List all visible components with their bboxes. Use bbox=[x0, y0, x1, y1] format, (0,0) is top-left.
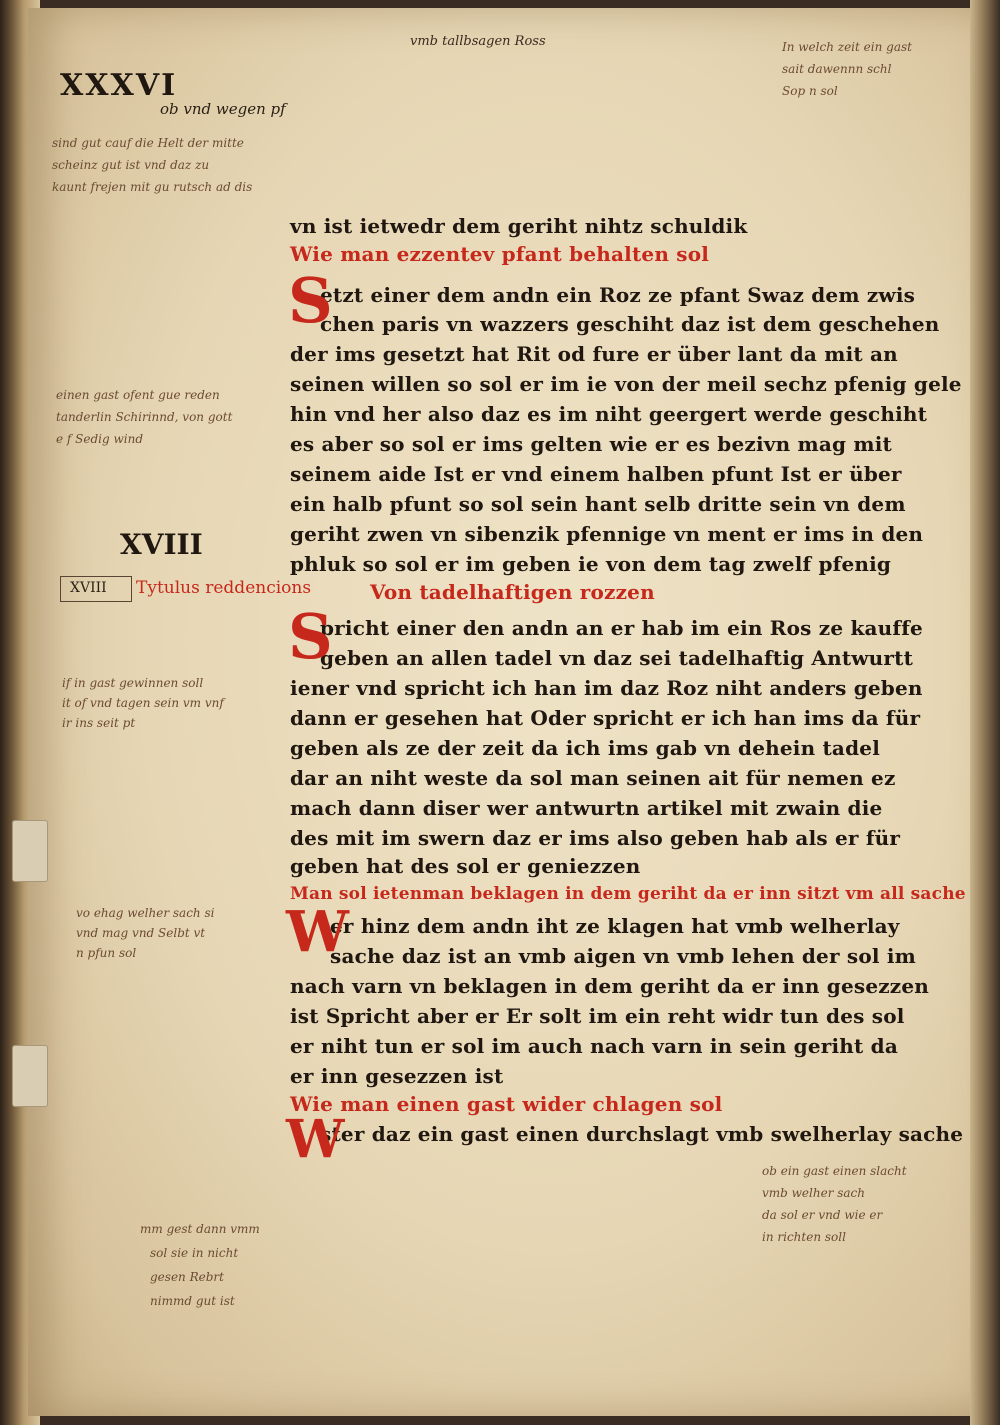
text-line: es aber so sol er ims gelten wie er es bezivn mag mit bbox=[290, 432, 892, 456]
text-line: mach dann diser wer antwurtn artikel mit zwain die bbox=[290, 796, 883, 820]
text-line: etzt einer dem andn ein Roz ze pfant Swaz dem zwis bbox=[320, 283, 916, 307]
section-number: XVIII bbox=[120, 528, 203, 561]
rubric-line: Man sol ietenman beklagen in dem geriht da er inn sitzt vm all sache bbox=[290, 884, 966, 904]
initial-s: S bbox=[288, 264, 333, 337]
margin-line: sind gut cauf die Helt der mitte bbox=[52, 136, 244, 150]
text-line: er hinz dem andn iht ze klagen hat vmb welherlay bbox=[330, 914, 900, 938]
text-line: geben als ze der zeit da ich ims gab vn dehein tadel bbox=[290, 736, 880, 760]
text-line: er inn gesezzen ist bbox=[290, 1064, 504, 1088]
initial-w: W bbox=[286, 899, 349, 965]
margin-line: da sol er vnd wie er bbox=[762, 1208, 883, 1222]
text-line: der ims gesetzt hat Rit od fure er über lant da mit an bbox=[290, 342, 898, 366]
text-line: chen paris vn wazzers geschiht daz ist dem geschehen bbox=[320, 312, 940, 336]
margin-line: vnd mag vnd Selbt vt bbox=[76, 926, 206, 940]
margin-line: mm gest dann vmm bbox=[140, 1222, 260, 1236]
margin-line: sol sie in nicht bbox=[150, 1246, 239, 1260]
rubric-line: Wie man einen gast wider chlagen sol bbox=[290, 1092, 723, 1116]
text-line: seinem aide Ist er vnd einem halben pfunt Ist er über bbox=[290, 462, 902, 486]
running-head: vmb tallbsagen Ross bbox=[410, 34, 546, 49]
text-line: dar an niht weste da sol man seinen ait für nemen ez bbox=[290, 766, 896, 790]
text-line: geben hat des sol er geniezzen bbox=[290, 854, 641, 878]
margin-line: ob ein gast einen slacht bbox=[762, 1164, 907, 1178]
text-line: des mit im swern daz er ims also geben hab als er für bbox=[290, 826, 901, 850]
text-line: er niht tun er sol im auch nach varn in sein geriht da bbox=[290, 1034, 898, 1058]
rubric-line: Wie man ezzentev pfant behalten sol bbox=[290, 242, 710, 266]
text-line: geben an allen tadel vn daz sei tadelhaftig Antwurtt bbox=[320, 646, 914, 670]
margin-line: scheinz gut ist vnd daz zu bbox=[52, 158, 210, 172]
margin-line: nimmd gut ist bbox=[150, 1294, 235, 1308]
section-box-label: XVIII bbox=[70, 580, 107, 596]
margin-line: n pfun sol bbox=[76, 946, 137, 960]
text-line: ster daz ein gast einen durchslagt vmb swelherlay sache bbox=[320, 1122, 964, 1146]
text-line: geriht zwen vn sibenzik pfennige vn ment er ims in den bbox=[290, 522, 924, 546]
margin-line: kaunt frejen mit gu rutsch ad dis bbox=[52, 180, 253, 194]
text-line: ein halb pfunt so sol sein hant selb dritte sein vn dem bbox=[290, 492, 906, 516]
margin-line: ir ins seit pt bbox=[62, 716, 136, 730]
margin-line: tanderlin Schirinnd, von gott bbox=[56, 410, 233, 424]
initial-w: W bbox=[286, 1109, 345, 1170]
rubric-line: Von tadelhaftigen rozzen bbox=[370, 580, 655, 604]
margin-line: if in gast gewinnen soll bbox=[62, 676, 204, 690]
margin-note-top: ob vnd wegen pf bbox=[160, 100, 286, 118]
initial-s: S bbox=[288, 600, 333, 673]
text-line: iener vnd spricht ich han im daz Roz niht anders geben bbox=[290, 676, 923, 700]
margin-line: it of vnd tagen sein vm vnf bbox=[62, 696, 224, 710]
page-tab bbox=[12, 820, 48, 882]
margin-line: einen gast ofent gue reden bbox=[56, 388, 220, 402]
chapter-number: XXXVI bbox=[60, 68, 178, 103]
margin-line: In welch zeit ein gast bbox=[782, 40, 912, 54]
margin-line: in richten soll bbox=[762, 1230, 846, 1244]
text-line: phluk so sol er im geben ie von dem tag zwelf pfenig bbox=[290, 552, 892, 576]
text-line: nach varn vn beklagen in dem geriht da er inn gesezzen bbox=[290, 974, 930, 998]
margin-line: vmb welher sach bbox=[762, 1186, 866, 1200]
margin-line: gesen Rebrt bbox=[150, 1270, 224, 1284]
text-line: seinen willen so sol er im ie von der meil sechz pfenig gele bbox=[290, 372, 962, 396]
text-line: hin vnd her also daz es im niht geergert werde geschiht bbox=[290, 402, 928, 426]
text-line: ist Spricht aber er Er solt im ein reht widr tun des sol bbox=[290, 1004, 905, 1028]
text-line: pricht einer den andn an er hab im ein Ros ze kauffe bbox=[320, 616, 923, 640]
text-line: sache daz ist an vmb aigen vn vmb lehen der sol im bbox=[330, 944, 916, 968]
text-line: vn ist ietwedr dem geriht nihtz schuldik bbox=[290, 214, 748, 238]
margin-line: vo ehag welher sach si bbox=[76, 906, 215, 920]
margin-line: sait dawennn schl bbox=[782, 62, 892, 76]
text-line: dann er gesehen hat Oder spricht er ich han ims da für bbox=[290, 706, 921, 730]
page-edge-right bbox=[970, 0, 1000, 1425]
page-tab bbox=[12, 1045, 48, 1107]
margin-rubric: Tytulus reddencions bbox=[136, 578, 312, 598]
margin-line: Sop n sol bbox=[782, 84, 838, 98]
margin-line: e f Sedig wind bbox=[56, 432, 144, 446]
